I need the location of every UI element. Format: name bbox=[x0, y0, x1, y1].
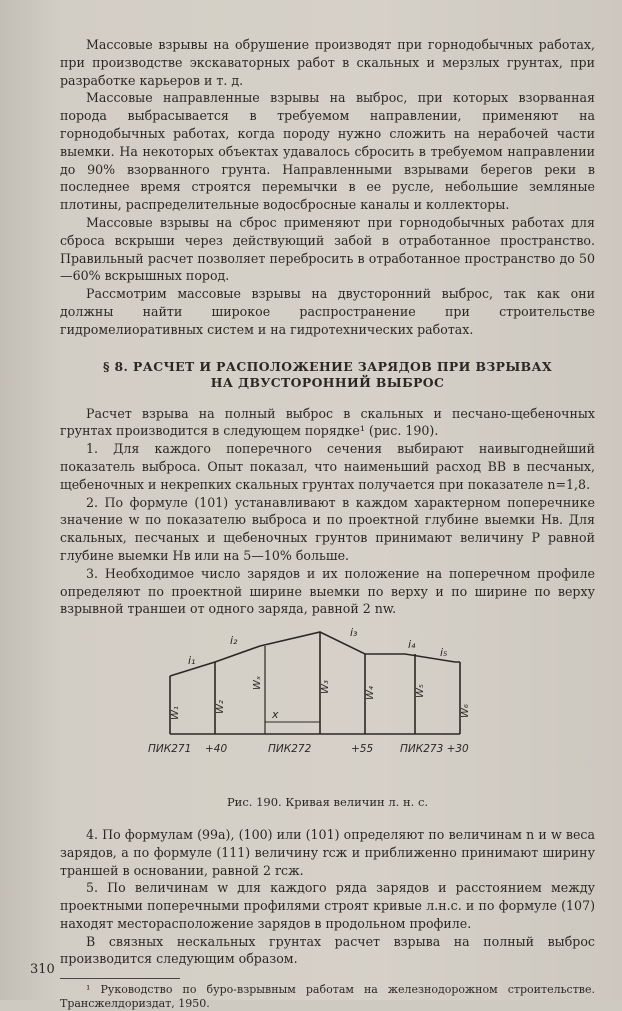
figure-190 bbox=[60, 628, 595, 788]
station-label-plus55: +55 bbox=[351, 743, 374, 756]
station-label-plus40: +40 bbox=[205, 743, 228, 756]
paragraph-calc-intro: Расчет взрыва на полный выброс в скальных и песчано-щебеночных грунтах производится в следующем порядке¹ (рис. 190). bbox=[60, 405, 595, 439]
w-label-w6: W₆ bbox=[460, 704, 471, 719]
section-heading-line1: § 8. РАСЧЕТ И РАСПОЛОЖЕНИЕ ЗАРЯДОВ ПРИ ВЗРЫВАХ bbox=[102, 358, 553, 374]
slope-label-i1: i₁ bbox=[188, 654, 196, 668]
text-column bbox=[60, 36, 595, 1011]
w-label-w5: W₅ bbox=[415, 684, 426, 699]
w-label-w4: W₄ bbox=[365, 686, 376, 701]
slope-label-i5: i₅ bbox=[440, 646, 448, 660]
paragraph-step-3: 3. Необходимое число зарядов и их положение на поперечном профиле определяют по проектной ширине выемки по верху и по ширине по верху взрывной траншеи от одного заряда, равной 2 nw. bbox=[60, 565, 595, 617]
paragraph-step-2: 2. По формуле (101) устанавливают в каждом характерном поперечнике значение w по показателю выброса и по проектной глубине выемки Hв. Для скальных, песчаных и щебеночных грунтов принимают величину P равной глубине выемки Hв или на 5—10% больше. bbox=[60, 494, 595, 563]
w-label-wx: Wₓ bbox=[252, 675, 263, 691]
paragraph-cohesive-soils: В связных нескальных грунтах расчет взрыва на полный выброс производится следующим образом. bbox=[60, 933, 595, 967]
figure-caption: Рис. 190. Кривая величин л. н. с. bbox=[226, 795, 429, 810]
slope-label-i4: i₄ bbox=[408, 638, 416, 652]
footnote-divider bbox=[60, 978, 180, 979]
paragraph-collapse-blasts: Массовые взрывы на обрушение производят при горнодобычных работах, при производстве экскаваторных работ в скальных и мерзлых грунтах, при разработке карьеров и т. д. bbox=[60, 37, 595, 88]
profile-diagram bbox=[60, 628, 595, 788]
w-label-w1: W₁ bbox=[170, 706, 181, 721]
paragraph-two-sided: Рассмотрим массовые взрывы на двусторонний выброс, так как они должны найти широкое распространение при строительстве гидромелиоративных систем и на гидротехнических работах. bbox=[60, 286, 595, 337]
paragraph-step-1: 1. Для каждого поперечного сечения выбирают наивыгоднейший показатель выброса. Опыт показал, что наименьший расход ВВ в песчаных, щебеночных и некрепких скальных грунтах получается при показателе n=1,8. bbox=[60, 441, 595, 492]
section-heading bbox=[60, 359, 595, 391]
paragraph-step-4: 4. По формулам (99а), (100) или (101) определяют по величинам n и w веса зарядов, а по формуле (111) величину rсж и приближенно принимают ширину траншей в основании, равной 2 rсж. bbox=[60, 826, 595, 878]
paragraph-dump-blasts: Массовые взрывы на сброс применяют при горнодобычных работах для сброса вскрыши через действующий забой в отработанное пространство. Правильный расчет позволяет перебросить в отработанное пространство до 50—60% вскрышных пород. bbox=[60, 214, 595, 284]
w-label-w3: W₃ bbox=[320, 680, 331, 695]
slope-label-i2: i₂ bbox=[230, 634, 238, 648]
section-heading-line2: НА ДВУСТОРОННИЙ ВЫБРОС bbox=[210, 374, 445, 390]
station-label-pik273: ПИК273 +30 bbox=[400, 743, 469, 756]
page-number: 310 bbox=[30, 962, 55, 977]
station-label-pik271: ПИК271 bbox=[148, 743, 192, 756]
x-label: x bbox=[272, 708, 279, 722]
paragraph-directed-blasts: Массовые направленные взрывы на выброс, при которых взорванная порода выбрасывается в требуемом направлении, применяют на горнодобычных работах, когда породу нужно сложить на нерабочей части выемки. На некоторых объектах удавалось сбросить в требуемом направлении до 90% взорванного грунта. Направленными взрывами берегов реки в последнее время строятся перемычки в ее русле, небольшие земляные плотины, распределительные водосбросные каналы и коллекторы. bbox=[60, 90, 595, 213]
paragraph-step-5: 5. По величинам w для каждого ряда зарядов и расстоянием между проектными поперечными профилями строят кривые л.н.с. и по формуле (107) находят месторасположение зарядов в продольном профиле. bbox=[60, 880, 595, 931]
w-label-w2: W₂ bbox=[215, 700, 226, 715]
station-label-pik272: ПИК272 bbox=[268, 743, 312, 756]
slope-label-i3: i₃ bbox=[350, 628, 358, 640]
ground-profile-line bbox=[170, 632, 460, 676]
footnote: ¹ Руководство по буро-взрывным работам на железнодорожном строительстве. Трансжелдориздат, 1950. bbox=[60, 983, 595, 1011]
